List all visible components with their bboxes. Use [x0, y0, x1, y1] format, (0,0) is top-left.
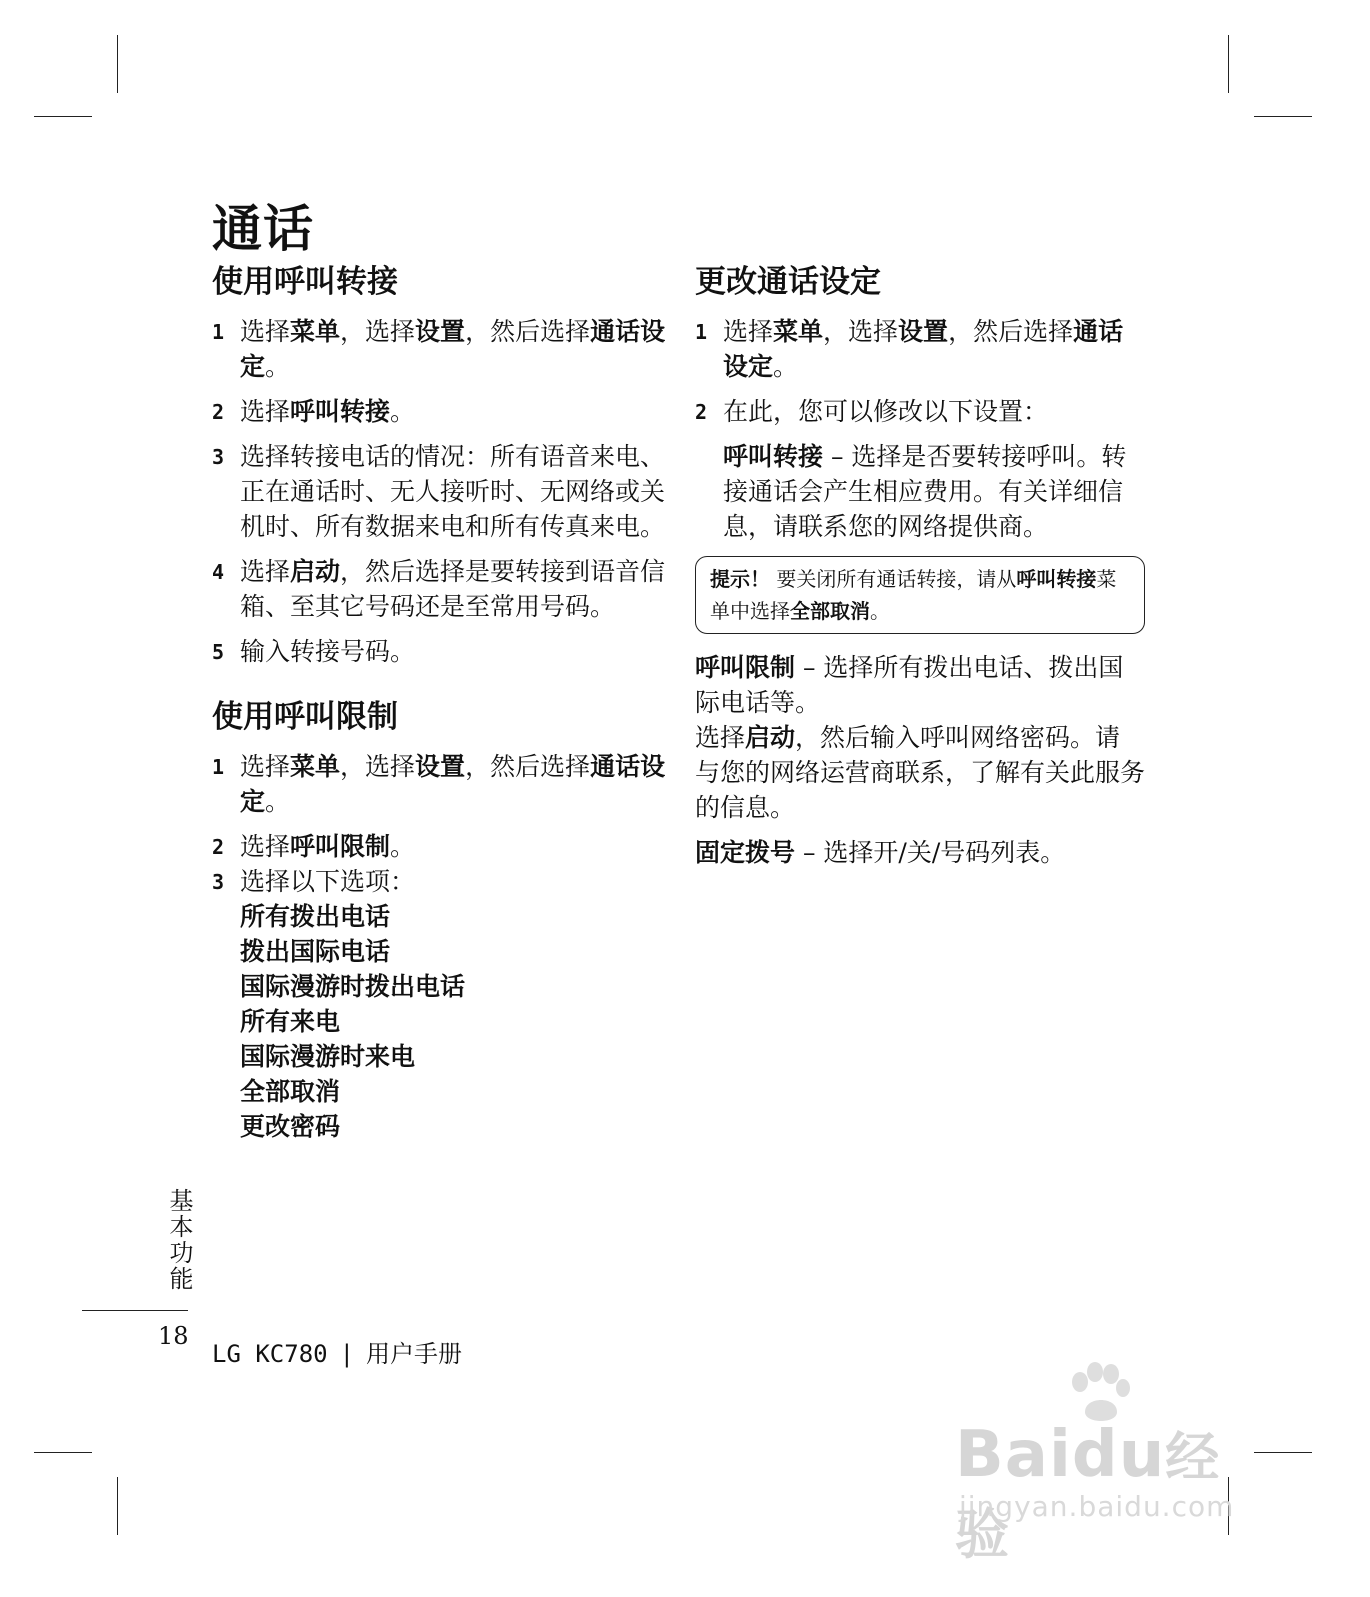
crop-mark	[1254, 116, 1312, 117]
footer-manual: 用户手册	[366, 1340, 463, 1368]
section-heading-call-barring: 使用呼叫限制	[212, 699, 398, 735]
baidu-watermark	[935, 1360, 1265, 1566]
page-number: 18	[158, 1322, 189, 1350]
tip-label: 提示！	[710, 567, 770, 591]
crop-mark	[117, 1477, 118, 1535]
step: 2 在此，您可以修改以下设置：	[695, 397, 1049, 426]
step: 3 选择以下选项：	[212, 867, 416, 896]
fixed-dial-description: 固定拨号 – 选择开/关/号码列表。	[695, 838, 1066, 867]
footer-model: LG KC780	[212, 1340, 328, 1368]
option-item: 所有来电	[240, 1007, 341, 1036]
step: 2 选择呼叫转接。	[212, 397, 416, 426]
call-barring-description: 呼叫限制 – 选择所有拨出电话、拨出国际电话等。	[695, 653, 1124, 717]
step: 1 选择菜单，选择设置，然后选择通话设定。	[695, 317, 1124, 381]
step: 4 选择启动，然后选择是要转接到语音信箱、至其它号码还是至常用号码。	[212, 557, 666, 621]
option-item: 所有拨出电话	[240, 902, 391, 931]
option-item: 全部取消	[240, 1077, 341, 1106]
watermark-brand: Baidu经验	[955, 1418, 1221, 1566]
call-settings-steps	[695, 314, 1145, 429]
option-item: 拨出国际电话	[240, 937, 391, 966]
watermark-url: jingyan.baidu.com	[959, 1490, 1235, 1523]
step: 2 选择呼叫限制。	[212, 832, 416, 861]
barring-options	[212, 899, 672, 1144]
left-column	[212, 262, 672, 1144]
section-heading-call-settings: 更改通话设定	[695, 264, 881, 300]
step: 1 选择菜单，选择设置，然后选择通话设定。	[212, 752, 666, 816]
step: 5 输入转接号码。	[212, 637, 416, 666]
step: 3 选择转接电话的情况：所有语音来电、正在通话时、无人接听时、无网络或关机时、所有数据来电和所有传真来电。	[212, 442, 666, 541]
crop-mark	[1228, 35, 1229, 93]
footer-separator: |	[339, 1340, 355, 1368]
section-heading-call-forward: 使用呼叫转接	[212, 264, 398, 300]
option-item: 更改密码	[240, 1112, 341, 1141]
option-item: 国际漫游时拨出电话	[240, 972, 466, 1001]
chapter-side-label: 基本功能	[165, 1188, 193, 1292]
call-forward-steps	[212, 314, 672, 669]
crop-mark	[34, 1452, 92, 1453]
option-item: 国际漫游时来电	[240, 1042, 416, 1071]
step: 1 选择菜单，选择设置，然后选择通话设定。	[212, 317, 666, 381]
footer	[212, 1334, 462, 1369]
call-barring-password-note: 选择启动，然后输入呼叫网络密码。请与您的网络运营商联系，了解有关此服务的信息。	[695, 723, 1146, 822]
crop-mark	[34, 116, 92, 117]
call-forward-description: 呼叫转接 – 选择是否要转接呼叫。转接通话会产生相应费用。有关详细信息，请联系您的网络提供商。	[723, 442, 1127, 541]
page-title: 通话	[212, 198, 314, 258]
right-column	[695, 262, 1145, 880]
call-barring-steps	[212, 749, 672, 899]
footer-rule	[82, 1310, 188, 1311]
tip-box: 提示！ 要关闭所有通话转接，请从呼叫转接菜单中选择全部取消。	[695, 556, 1145, 634]
crop-mark	[117, 35, 118, 93]
